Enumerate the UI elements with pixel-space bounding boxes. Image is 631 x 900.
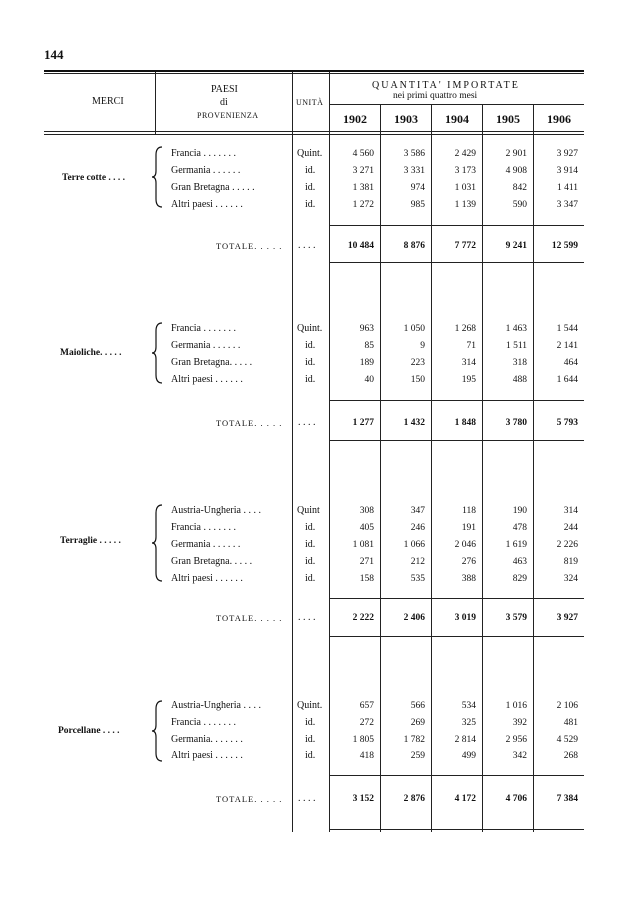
group-brace xyxy=(152,503,164,583)
row-value-1906: 244 xyxy=(563,523,578,533)
header-di: di xyxy=(220,97,228,108)
row-value-1903: 269 xyxy=(410,718,425,728)
row-value-1903: 566 xyxy=(410,701,425,711)
total-value-1902: 10 484 xyxy=(347,241,374,251)
row-value-1905: 1 619 xyxy=(505,540,527,550)
row-value-1902: 272 xyxy=(359,718,374,728)
row-value-1904: 1 268 xyxy=(454,324,476,334)
row-value-1903: 9 xyxy=(420,341,425,351)
row-value-1903: 535 xyxy=(410,574,425,584)
col-line-1904 xyxy=(482,104,483,832)
row-value-1902: 1 805 xyxy=(352,735,374,745)
row-value-1902: 3 271 xyxy=(352,166,374,176)
row-value-1903: 985 xyxy=(410,200,425,210)
header-top-rule-2 xyxy=(44,73,584,74)
row-unita: Quint. xyxy=(297,700,323,711)
row-paese: Germania . . . . . . xyxy=(171,539,241,550)
row-unita: id. xyxy=(305,199,316,210)
row-value-1905: 190 xyxy=(512,506,527,516)
row-value-1904: 1 139 xyxy=(454,200,476,210)
row-value-1902: 963 xyxy=(359,324,374,334)
total-label: TOTALE. . . . . xyxy=(216,794,283,804)
row-value-1906: 324 xyxy=(563,574,578,584)
row-paese: Gran Bretagna. . . . . xyxy=(171,357,253,368)
total-unit: . . . . xyxy=(298,417,316,428)
row-unita: id. xyxy=(305,522,316,533)
total-value-1906: 12 599 xyxy=(551,241,578,251)
row-value-1905: 590 xyxy=(512,200,527,210)
col-line-merci xyxy=(155,72,156,134)
header-provenienza: PROVENIENZA xyxy=(197,111,259,120)
row-paese: Germania. . . . . . . xyxy=(171,734,243,745)
row-unita: Quint. xyxy=(297,148,323,159)
total-value-1905: 4 706 xyxy=(505,794,527,804)
total-value-1904: 3 019 xyxy=(454,613,476,623)
total-rule xyxy=(330,225,584,226)
row-value-1902: 158 xyxy=(359,574,374,584)
total-value-1903: 2 876 xyxy=(403,794,425,804)
group-name-maioliche: Maioliche. . . . . xyxy=(60,348,122,358)
total-value-1904: 7 772 xyxy=(454,241,476,251)
row-value-1906: 2 226 xyxy=(556,540,578,550)
row-value-1905: 2 901 xyxy=(505,149,527,159)
row-paese: Francia . . . . . . . xyxy=(171,522,236,533)
group-end-rule xyxy=(330,262,584,263)
total-value-1902: 1 277 xyxy=(352,418,374,428)
total-label: TOTALE. . . . . xyxy=(216,418,283,428)
row-paese: Austria-Ungheria . . . . xyxy=(171,700,261,711)
row-value-1905: 4 908 xyxy=(505,166,527,176)
row-value-1905: 463 xyxy=(512,557,527,567)
row-value-1903: 223 xyxy=(410,358,425,368)
row-value-1904: 118 xyxy=(462,506,476,516)
year-1906: 1906 xyxy=(547,112,571,126)
row-unita: id. xyxy=(305,340,316,351)
col-line-1905 xyxy=(533,104,534,832)
total-unit: . . . . xyxy=(298,240,316,251)
row-value-1902: 1 381 xyxy=(352,183,374,193)
row-value-1903: 1 066 xyxy=(403,540,425,550)
total-unit: . . . . xyxy=(298,793,316,804)
header-bottom-rule xyxy=(44,131,584,132)
row-value-1905: 829 xyxy=(512,574,527,584)
group-end-rule xyxy=(330,636,584,637)
header-quantita: QUANTITA' IMPORTATE xyxy=(372,80,520,91)
row-value-1902: 40 xyxy=(364,375,374,385)
row-value-1904: 325 xyxy=(461,718,476,728)
col-line-paesi xyxy=(292,72,293,832)
row-value-1904: 2 046 xyxy=(454,540,476,550)
row-value-1903: 212 xyxy=(410,557,425,567)
row-unita: Quint. xyxy=(297,323,323,334)
page-number: 144 xyxy=(44,47,64,62)
row-value-1902: 418 xyxy=(359,751,374,761)
row-paese: Germania . . . . . . xyxy=(171,165,241,176)
total-value-1903: 2 406 xyxy=(403,613,425,623)
row-value-1903: 1 782 xyxy=(403,735,425,745)
row-value-1905: 1 016 xyxy=(505,701,527,711)
row-unita: id. xyxy=(305,734,316,745)
row-value-1905: 488 xyxy=(512,375,527,385)
row-paese: Francia . . . . . . . xyxy=(171,717,236,728)
row-value-1903: 3 586 xyxy=(403,149,425,159)
row-unita: id. xyxy=(305,182,316,193)
row-value-1906: 481 xyxy=(563,718,578,728)
col-line-unita xyxy=(329,72,330,832)
table-bottom-rule xyxy=(330,829,584,830)
row-value-1905: 318 xyxy=(512,358,527,368)
total-value-1904: 1 848 xyxy=(454,418,476,428)
row-unita: id. xyxy=(305,717,316,728)
row-value-1906: 3 927 xyxy=(556,149,578,159)
row-value-1904: 534 xyxy=(461,701,476,711)
row-value-1906: 2 141 xyxy=(556,341,578,351)
row-value-1905: 342 xyxy=(512,751,527,761)
row-unita: id. xyxy=(305,165,316,176)
header-unita: UNITÀ xyxy=(296,98,324,107)
row-paese: Germania . . . . . . xyxy=(171,340,241,351)
total-unit: . . . . xyxy=(298,612,316,623)
row-value-1902: 657 xyxy=(359,701,374,711)
total-label: TOTALE. . . . . xyxy=(216,241,283,251)
row-value-1902: 189 xyxy=(359,358,374,368)
row-value-1904: 191 xyxy=(461,523,476,533)
row-value-1904: 195 xyxy=(461,375,476,385)
total-value-1904: 4 172 xyxy=(454,794,476,804)
total-value-1905: 3 780 xyxy=(505,418,527,428)
row-value-1906: 1 411 xyxy=(556,183,578,193)
row-value-1902: 85 xyxy=(364,341,374,351)
total-value-1903: 8 876 xyxy=(403,241,425,251)
group-brace xyxy=(152,699,164,763)
row-unita: id. xyxy=(305,573,316,584)
row-value-1902: 1 272 xyxy=(352,200,374,210)
row-value-1906: 4 529 xyxy=(556,735,578,745)
group-name-terre-cotte: Terre cotte . . . . xyxy=(62,173,126,183)
row-paese: Austria-Ungheria . . . . xyxy=(171,505,261,516)
row-value-1902: 1 081 xyxy=(352,540,374,550)
total-rule xyxy=(330,775,584,776)
total-value-1903: 1 432 xyxy=(403,418,425,428)
row-paese: Francia . . . . . . . xyxy=(171,323,236,334)
row-paese: Altri paesi . . . . . . xyxy=(171,374,243,385)
total-value-1906: 7 384 xyxy=(556,794,578,804)
row-unita: id. xyxy=(305,357,316,368)
row-value-1905: 1 511 xyxy=(505,341,527,351)
row-paese: Gran Bretagna . . . . . xyxy=(171,182,255,193)
year-1904: 1904 xyxy=(445,112,469,126)
total-value-1905: 3 579 xyxy=(505,613,527,623)
row-value-1902: 405 xyxy=(359,523,374,533)
row-value-1906: 1 644 xyxy=(556,375,578,385)
row-value-1904: 3 173 xyxy=(454,166,476,176)
year-1902: 1902 xyxy=(343,112,367,126)
row-unita: id. xyxy=(305,374,316,385)
row-unita: id. xyxy=(305,556,316,567)
row-value-1906: 819 xyxy=(563,557,578,567)
row-value-1904: 499 xyxy=(461,751,476,761)
row-unita: Quint xyxy=(297,505,320,516)
row-value-1905: 478 xyxy=(512,523,527,533)
group-name-porcellane: Porcellane . . . . xyxy=(58,726,120,736)
row-paese: Altri paesi . . . . . . xyxy=(171,750,243,761)
row-value-1906: 2 106 xyxy=(556,701,578,711)
total-rule xyxy=(330,598,584,599)
row-value-1902: 308 xyxy=(359,506,374,516)
row-value-1906: 1 544 xyxy=(556,324,578,334)
row-paese: Gran Bretagna. . . . . xyxy=(171,556,253,567)
row-value-1905: 392 xyxy=(512,718,527,728)
year-1903: 1903 xyxy=(394,112,418,126)
row-value-1906: 464 xyxy=(563,358,578,368)
header-bottom-rule-2 xyxy=(44,134,584,135)
row-value-1903: 259 xyxy=(410,751,425,761)
total-rule xyxy=(330,400,584,401)
total-value-1902: 2 222 xyxy=(352,613,374,623)
group-brace xyxy=(152,145,164,209)
year-1905: 1905 xyxy=(496,112,520,126)
row-value-1905: 842 xyxy=(512,183,527,193)
header-merci: MERCI xyxy=(92,96,124,107)
row-value-1904: 71 xyxy=(466,341,476,351)
group-end-rule xyxy=(330,440,584,441)
row-value-1905: 2 956 xyxy=(505,735,527,745)
row-value-1906: 314 xyxy=(563,506,578,516)
row-value-1904: 2 814 xyxy=(454,735,476,745)
header-top-rule xyxy=(44,70,584,72)
total-value-1906: 3 927 xyxy=(556,613,578,623)
row-value-1903: 1 050 xyxy=(403,324,425,334)
total-value-1902: 3 152 xyxy=(352,794,374,804)
row-value-1904: 314 xyxy=(461,358,476,368)
row-value-1903: 150 xyxy=(410,375,425,385)
row-value-1903: 3 331 xyxy=(403,166,425,176)
row-value-1905: 1 463 xyxy=(505,324,527,334)
row-value-1904: 1 031 xyxy=(454,183,476,193)
row-unita: id. xyxy=(305,750,316,761)
row-paese: Altri paesi . . . . . . xyxy=(171,199,243,210)
years-header-rule xyxy=(330,104,584,105)
row-value-1902: 271 xyxy=(359,557,374,567)
row-value-1902: 4 560 xyxy=(352,149,374,159)
row-value-1906: 268 xyxy=(563,751,578,761)
row-value-1903: 347 xyxy=(410,506,425,516)
row-value-1906: 3 347 xyxy=(556,200,578,210)
header-periodo: nei primi quattro mesi xyxy=(393,91,478,101)
col-line-1903 xyxy=(431,104,432,832)
total-value-1905: 9 241 xyxy=(505,241,527,251)
row-value-1903: 974 xyxy=(410,183,425,193)
row-value-1904: 388 xyxy=(461,574,476,584)
total-value-1906: 5 793 xyxy=(556,418,578,428)
col-line-1902 xyxy=(380,104,381,832)
group-brace xyxy=(152,321,164,385)
row-value-1906: 3 914 xyxy=(556,166,578,176)
row-paese: Francia . . . . . . . xyxy=(171,148,236,159)
row-paese: Altri paesi . . . . . . xyxy=(171,573,243,584)
total-label: TOTALE. . . . . xyxy=(216,613,283,623)
row-value-1904: 2 429 xyxy=(454,149,476,159)
row-value-1904: 276 xyxy=(461,557,476,567)
header-paesi: PAESI xyxy=(211,84,238,95)
group-name-terraglie: Terraglie . . . . . xyxy=(60,536,121,546)
row-unita: id. xyxy=(305,539,316,550)
row-value-1903: 246 xyxy=(410,523,425,533)
